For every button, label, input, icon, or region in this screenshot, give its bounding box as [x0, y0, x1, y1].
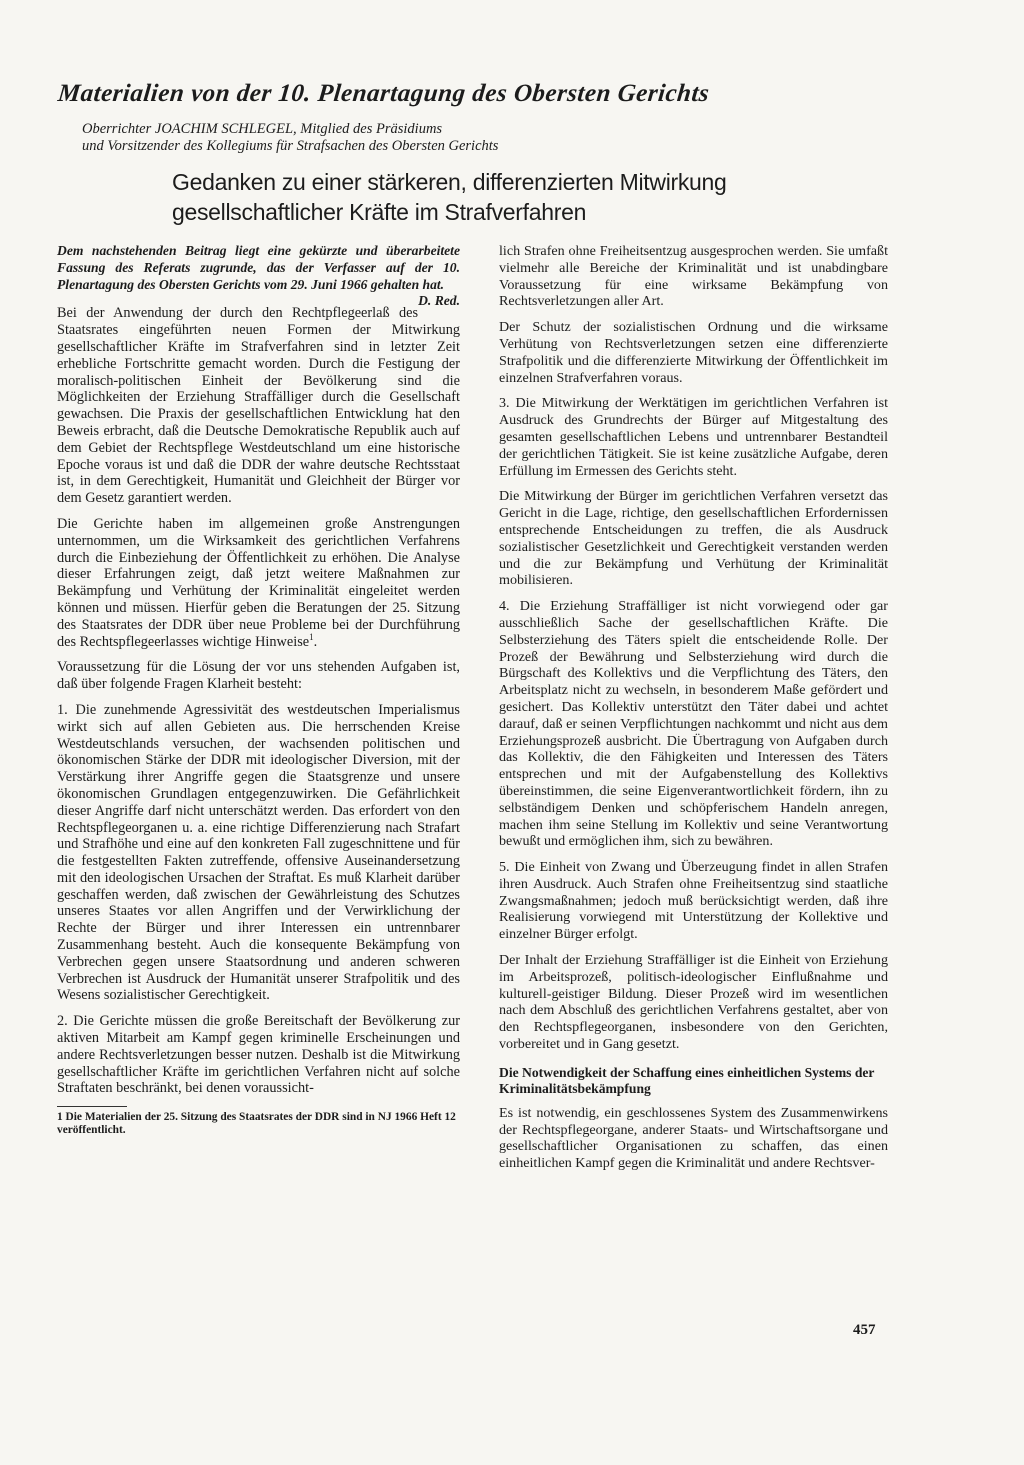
byline-line-1: Oberrichter JOACHIM SCHLEGEL, Mitglied des Präsidiums — [82, 121, 443, 137]
paragraph: 1. Die zunehmende Agressivität des westdeutschen Imperialismus wirkt sich auf allen Gebieten aus. Die herrschenden Kreise Westdeutschlands versuchen, der wachsenden politischen und ökonomischen Stärke der DDR mit ideologischer Diversion, mit der Verstärkung ihrer Angriffe gegen die Staatsgrenze und unsere ökonomischen Grundlagen entgegenzuwirken. Die Gefährlichkeit dieser Angriffe darf nicht unterschätzt werden. Das erfordert von den Rechtspflegeorganen u. a. eine richtige Differenzierung nach Strafart und Strafhöhe und eine auf den konkreten Fall zugeschnittene und für die festgestellten Fakten zutreffende, offensive Auseinandersetzung mit den ideologischen Ursachen der Straftat. Es muß Klarheit darüber geschaffen werden, daß zwischen der Gewährleistung des Schutzes unseres Staates vor allen Angriffen und der Verwirklichung der Rechte der Bürger und ihrer Interessen ein untrennbarer Zusammenhang besteht. Auch die konsequente Bekämpfung von Verbrechen gegen unsere Staatsordnung und anderen schweren Verbrechen ist Ausdruck der Humanität unserer Strafpolitik und des Wesens sozialistischer Gerechtigkeit. — [57, 701, 460, 1004]
page-number: 457 — [853, 1322, 876, 1338]
editorial-signature: D. Red. — [418, 293, 460, 309]
right-column — [499, 243, 888, 1181]
author-byline — [82, 121, 782, 155]
paragraph: Die Gerichte haben im allgemeinen große Anstrengungen unternommen, um die Wirksamkeit des gerichtlichen Verfahrens durch die Einbeziehung der Öffentlichkeit zu erhöhen. Die Analyse dieser Erfahrungen zeigt, daß jetzt weitere Maßnahmen zur Bekämpfung und Verhütung der Kriminalität eingeleitet werden können und müssen. Hierfür geben die Beratungen der 25. Sitzung des Staatsrates der DDR über neue Probleme bei der Durchführung des Rechtspflegeerlasses wichtige Hinweise$^1$. — [57, 515, 460, 650]
paragraph: Der Inhalt der Erziehung Straffälliger ist die Einheit von Erziehung im Arbeitsprozeß, politisch-ideologischer Einflußnahme und kulturell-geistiger Bildung. Dieser Prozeß wird im wesentlichen nach dem Abschluß des gerichtlichen Verfahrens gestaltet, aber von den Rechtspflegeorganen, insbesondere von den Gerichten, vorbereitet und in Gang gesetzt. — [499, 952, 888, 1053]
paragraph: lich Strafen ohne Freiheitsentzug ausgesprochen werden. Sie umfaßt vielmehr alle Bereiche der Kriminalität und ist unabdingbare Voraussetzung für eine wirksame Bekämpfung von Rechtsverletzungen aller Art. — [499, 243, 888, 310]
paragraph: 2. Die Gerichte müssen die große Bereitschaft der Bevölkerung zur aktiven Mitarbeit am Kampf gegen kriminelle Erscheinungen und andere Rechtsverletzungen besser nutzen. Deshalb ist die Mitwirkung gesellschaftlicher Kräfte im gerichtlichen Verfahren nicht auf solche Straftaten beschränkt, bei denen voraussicht- — [57, 1013, 460, 1097]
paragraph: Voraussetzung für die Lösung der vor uns stehenden Aufgaben ist, daß über folgende Fragen Klarheit besteht: — [57, 659, 460, 693]
paragraph-text: Die Gerichte haben im allgemeinen große Anstrengungen unternommen, um die Wirksamkeit des gerichtlichen Verfahrens durch die Einbeziehung der Öffentlichkeit zu erhöhen. Die Analyse dieser Erfahrungen zeigt, daß jetzt weitere Maßnahmen zur Bekämpfung und Verhütung der Kriminalität eingeleitet werden können und müssen. Hierfür geben die Beratungen der 25. Sitzung des Staatsrates der DDR über neue Probleme bei der Durchführung des Rechtspflegeerlasses wichtige Hinweise — [57, 515, 460, 650]
paragraph: Der Schutz der sozialistischen Ordnung und die wirksame Verhütung von Rechtsverletzungen setzen eine differenzierte Strafpolitik und die differenzierte Mitwirkung der Öffentlichkeit im einzelnen Strafverfahren voraus. — [499, 319, 888, 386]
headline-line-1: Gedanken zu einer stärkeren, differenzierten Mitwirkung — [172, 169, 727, 195]
paragraph: Bei der Anwendung der durch den Rechtpflegeerlaß des Staatsrates eingeführten neuen Formen der Mitwirkung gesellschaftlicher Kräfte im Strafverfahren sind in letzter Zeit erhebliche Fortschritte gemacht worden. Durch die Festigung der moralisch-politischen Einheit der Bevölkerung sind die Möglichkeiten der Erziehung Straffälliger durch die Gesellschaft gewachsen. Die Praxis der gesellschaftlichen Entwicklung hat den Beweis erbracht, daß die Deutsche Demokratische Republik auch auf dem Gebiet der Rechtspflege Westdeutschland um eine historische Epoche voraus ist und daß die DDR der wahre deutsche Rechtsstaat ist, in dem Gerechtigkeit, Humanität und Gleichheit der Bürger vor dem Gesetz garantiert werden. — [57, 305, 460, 507]
paragraph: 3. Die Mitwirkung der Werktätigen im gerichtlichen Verfahren ist Ausdruck des Grundrechts der Bürger auf Mitgestaltung des gesamten gesellschaftlichen Lebens und untrennbarer Bestandteil der gerichtlichen Tätigkeit. Sie ist keine zusätzliche Aufgabe, deren Erfüllung im Ermessen des Gerichts steht. — [499, 395, 888, 479]
editorial-note — [57, 243, 460, 309]
paragraph: Es ist notwendig, ein geschlossenes System des Zusammenwirkens der Rechtspflegeorgane, anderer Staats- und Wirtschaftsorgane und gesellschaftlicher Organisationen zu schaffen, das einen einheitlichen Kampf gegen die Kriminalität und andere Rechtsver- — [499, 1104, 888, 1172]
paragraph: 5. Die Einheit von Zwang und Überzeugung findet in allen Strafen ihren Ausdruck. Auch Strafen ohne Freiheitsentzug sind staatliche Zwangsmaßnahmen; jedoch muß berücksichtigt werden, daß ihre Realisierung vorwiegend mit Unterstützung der Kollektive und einzelner Bürger erfolgt. — [499, 859, 888, 943]
footnote: 1 Die Materialien der 25. Sitzung des Staatsrates der DDR sind in NJ 1966 Heft 12 veröffentlicht. — [57, 1111, 456, 1137]
editorial-note-text: Dem nachstehenden Beitrag liegt eine gekürzte und überarbeitete Fassung des Referats zugrunde, das der Verfasser auf der 10. Plenartagung des Obersten Gerichts vom 29. Juni 1966 gehalten hat. — [57, 243, 460, 292]
section-heading: Die Notwendigkeit der Schaffung eines einheitlichen Systems der Kriminalitätsbekämpfung — [499, 1064, 875, 1096]
paragraph: Die Mitwirkung der Bürger im gerichtlichen Verfahren versetzt das Gericht in die Lage, richtige, den gesellschaftlichen Erfordernissen entsprechende Entscheidungen zu treffen, die als Ausdruck sozialistischer Gesetzlichkeit und Gerechtigkeit verstanden werden und die zur Bekämpfung und Verhütung der Kriminalität mobilisieren. — [499, 488, 888, 589]
byline-line-2: und Vorsitzender des Kollegiums für Strafsachen des Obersten Gerichts — [82, 138, 499, 154]
footnote-marker: 1 — [309, 631, 314, 642]
headline-line-2: gesellschaftlicher Kräfte im Strafverfahren — [172, 199, 587, 225]
footnote-divider — [57, 1106, 127, 1107]
series-title: Materialien von der 10. Plenartagung des Obersten Gerichts — [56, 80, 711, 107]
paragraph: 4. Die Erziehung Straffälliger ist nicht vorwiegend oder gar ausschließlich Sache der gesellschaftlichen Kräfte. Die Selbsterziehung des Täters spielt die entscheidende Rolle. Der Prozeß der Bewährung und Selbsterziehung wird durch die Bürgschaft des Kollektivs und die Verpflichtung des Täters, den Arbeitsplatz nicht zu wechseln, in besonderem Maße gefördert und gesichert. Das Kollektiv unterstützt den Täter dabei und achtet darauf, daß er seinen Verpflichtungen nachkommt und nicht aus dem Erziehungsprozeß ausbricht. Die Übertragung von Aufgaben durch das Kollektiv, die den Fähigkeiten und Interessen des Täters entsprechen und mit der Aufgabenstellung des Kollektivs übereinstimmen, die seine Eigenverantwortlichkeit fördern, ihn zu selbständigem Denken und schöpferischem Handeln anregen, machen ihm seine Stellung im Kollektiv und seine Verantwortung bewußt und ermöglichen ihm, sich zu bewähren. — [499, 598, 888, 850]
article-headline — [172, 167, 892, 227]
left-column — [57, 243, 460, 1137]
